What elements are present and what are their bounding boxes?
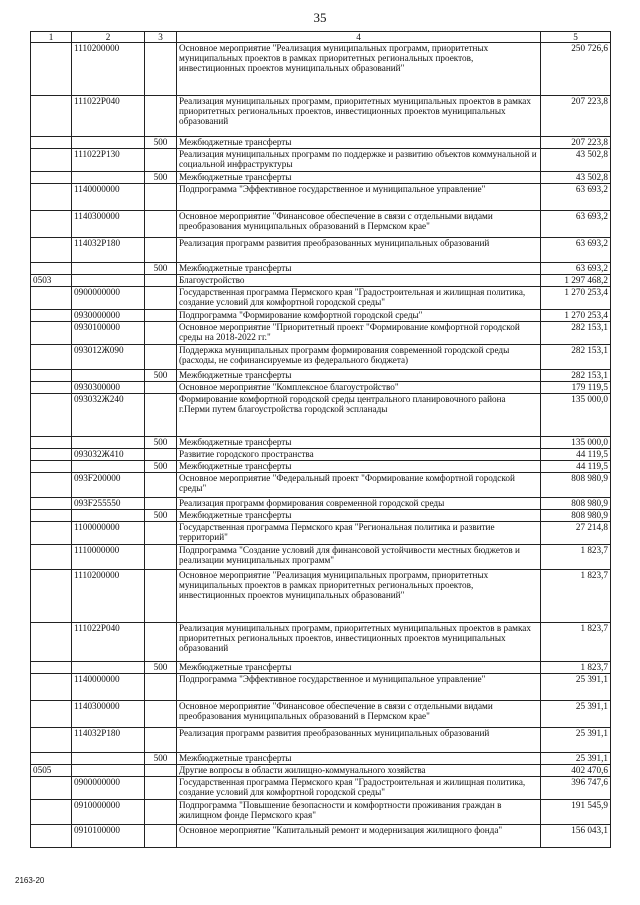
- expense-type-code: 500: [145, 662, 177, 674]
- section-code: [31, 623, 72, 662]
- table-row: [31, 510, 611, 522]
- table-row: [31, 96, 611, 137]
- target-article-code: [72, 172, 145, 184]
- item-name: Реализация муниципальных программ по поддержке и развитию объектов коммунальной и социальной инфраструктуры: [177, 149, 541, 172]
- amount: 179 119,5: [541, 382, 611, 394]
- amount: 63 693,2: [541, 184, 611, 211]
- amount: 396 747,6: [541, 777, 611, 800]
- table-row: [31, 310, 611, 322]
- amount: 43 502,8: [541, 149, 611, 172]
- section-code: [31, 382, 72, 394]
- target-article-code: 114032Р180: [72, 238, 145, 263]
- header-col-2: 2: [72, 32, 145, 43]
- budget-table: [30, 31, 611, 848]
- table-row: [31, 345, 611, 370]
- table-row: [31, 149, 611, 172]
- expense-type-code: 500: [145, 510, 177, 522]
- amount: 207 223,8: [541, 137, 611, 149]
- section-code: [31, 461, 72, 473]
- item-name: Межбюджетные трансферты: [177, 461, 541, 473]
- item-name: Государственная программа Пермского края "Региональная политика и развитие территорий": [177, 522, 541, 545]
- expense-type-code: [145, 211, 177, 238]
- item-name: Другие вопросы в области жилищно-коммунального хозяйства: [177, 765, 541, 777]
- item-name: Основное мероприятие "Приоритетный проект "Формирование комфортной городской среды на 2018-2022 гг.": [177, 322, 541, 345]
- amount: 1 823,7: [541, 545, 611, 570]
- amount: 808 980,9: [541, 473, 611, 498]
- amount: 135 000,0: [541, 437, 611, 449]
- target-article-code: 0930300000: [72, 382, 145, 394]
- table-row: [31, 287, 611, 310]
- expense-type-code: [145, 149, 177, 172]
- document-code: 2163-20: [15, 876, 45, 885]
- expense-type-code: [145, 473, 177, 498]
- target-article-code: 093032Ж240: [72, 394, 145, 437]
- target-article-code: 1100000000: [72, 522, 145, 545]
- table-body: [31, 43, 611, 848]
- page-number: 35: [313, 10, 327, 25]
- table-row: [31, 701, 611, 728]
- amount: 43 502,8: [541, 172, 611, 184]
- table-row: [31, 172, 611, 184]
- table-row: [31, 800, 611, 825]
- expense-type-code: [145, 701, 177, 728]
- section-code: [31, 96, 72, 137]
- table-row: [31, 449, 611, 461]
- target-article-code: 0910000000: [72, 800, 145, 825]
- item-name: Межбюджетные трансферты: [177, 437, 541, 449]
- amount: 44 119,5: [541, 449, 611, 461]
- target-article-code: [72, 370, 145, 382]
- section-code: [31, 238, 72, 263]
- section-code: [31, 510, 72, 522]
- amount: 402 470,6: [541, 765, 611, 777]
- amount: 191 545,9: [541, 800, 611, 825]
- table-row: [31, 473, 611, 498]
- header-col-4: 4: [177, 32, 541, 43]
- amount: 1 270 253,4: [541, 310, 611, 322]
- section-code: [31, 211, 72, 238]
- table-row: [31, 765, 611, 777]
- item-name: Подпрограмма "Повышение безопасности и комфортности проживания граждан в жилищном фонде Пермского края": [177, 800, 541, 825]
- item-name: Основное мероприятие "Комплексное благоустройство": [177, 382, 541, 394]
- table-row: [31, 275, 611, 287]
- expense-type-code: [145, 623, 177, 662]
- expense-type-code: 500: [145, 753, 177, 765]
- target-article-code: [72, 765, 145, 777]
- expense-type-code: 500: [145, 137, 177, 149]
- section-code: [31, 674, 72, 701]
- table-row: [31, 382, 611, 394]
- item-name: Межбюджетные трансферты: [177, 172, 541, 184]
- section-code: [31, 287, 72, 310]
- table-row: [31, 184, 611, 211]
- expense-type-code: [145, 545, 177, 570]
- table-row: [31, 728, 611, 753]
- table-row: [31, 522, 611, 545]
- expense-type-code: 500: [145, 172, 177, 184]
- target-article-code: [72, 510, 145, 522]
- target-article-code: 093012Ж090: [72, 345, 145, 370]
- table-header-row: [31, 32, 611, 43]
- target-article-code: 093F200000: [72, 473, 145, 498]
- amount: 207 223,8: [541, 96, 611, 137]
- expense-type-code: [145, 287, 177, 310]
- expense-type-code: [145, 184, 177, 211]
- expense-type-code: [145, 238, 177, 263]
- target-article-code: 0910100000: [72, 825, 145, 848]
- amount: 1 823,7: [541, 570, 611, 623]
- expense-type-code: [145, 728, 177, 753]
- amount: 282 153,1: [541, 345, 611, 370]
- amount: 808 980,9: [541, 510, 611, 522]
- target-article-code: 0900000000: [72, 777, 145, 800]
- table-row: [31, 570, 611, 623]
- target-article-code: 0930100000: [72, 322, 145, 345]
- expense-type-code: [145, 394, 177, 437]
- expense-type-code: [145, 345, 177, 370]
- section-code: 0505: [31, 765, 72, 777]
- item-name: Реализация программ развития преобразованных муниципальных образований: [177, 238, 541, 263]
- amount: 25 391,1: [541, 753, 611, 765]
- header-col-5: 5: [541, 32, 611, 43]
- item-name: Развитие городского пространства: [177, 449, 541, 461]
- table-row: [31, 825, 611, 848]
- section-code: [31, 701, 72, 728]
- amount: 135 000,0: [541, 394, 611, 437]
- section-code: [31, 172, 72, 184]
- target-article-code: 111022Р130: [72, 149, 145, 172]
- section-code: [31, 570, 72, 623]
- table-row: [31, 777, 611, 800]
- expense-type-code: [145, 570, 177, 623]
- item-name: Подпрограмма "Эффективное государственное и муниципальное управление": [177, 674, 541, 701]
- target-article-code: 093F255550: [72, 498, 145, 510]
- item-name: Основное мероприятие "Реализация муниципальных программ, приоритетных муниципальных проектов в рамках приоритетных региональных проектов, инвестиционных проектов муниципальных образований": [177, 570, 541, 623]
- table-row: [31, 137, 611, 149]
- table-row: [31, 545, 611, 570]
- target-article-code: 1110000000: [72, 545, 145, 570]
- table-row: [31, 461, 611, 473]
- table-row: [31, 370, 611, 382]
- amount: 156 043,1: [541, 825, 611, 848]
- item-name: Подпрограмма "Создание условий для финансовой устойчивости местных бюджетов и реализации муниципальных программ": [177, 545, 541, 570]
- section-code: [31, 43, 72, 96]
- item-name: Основное мероприятие "Финансовое обеспечение в связи с отдельными видами преобразования муниципальных образований в Пермском крае": [177, 211, 541, 238]
- target-article-code: 111022Р040: [72, 623, 145, 662]
- item-name: Основное мероприятие "Федеральный проект "Формирование комфортной городской среды": [177, 473, 541, 498]
- section-code: [31, 825, 72, 848]
- item-name: Реализация муниципальных программ, приоритетных муниципальных проектов в рамках приоритетных региональных проектов, инвестиционных проектов муниципальных образований: [177, 96, 541, 137]
- section-code: [31, 345, 72, 370]
- target-article-code: 1110200000: [72, 43, 145, 96]
- section-code: [31, 449, 72, 461]
- target-article-code: 093032Ж410: [72, 449, 145, 461]
- target-article-code: [72, 275, 145, 287]
- table-row: [31, 674, 611, 701]
- section-code: [31, 473, 72, 498]
- expense-type-code: 500: [145, 370, 177, 382]
- item-name: Реализация муниципальных программ, приоритетных муниципальных проектов в рамках приоритетных региональных проектов, инвестиционных проектов муниципальных образований: [177, 623, 541, 662]
- item-name: Основное мероприятие "Реализация муниципальных программ, приоритетных муниципальных проектов в рамках приоритетных региональных проектов, инвестиционных проектов муниципальных образований": [177, 43, 541, 96]
- target-article-code: 0930000000: [72, 310, 145, 322]
- section-code: [31, 322, 72, 345]
- item-name: Основное мероприятие "Финансовое обеспечение в связи с отдельными видами преобразования муниципальных образований в Пермском крае": [177, 701, 541, 728]
- table-row: [31, 662, 611, 674]
- target-article-code: 1140300000: [72, 211, 145, 238]
- item-name: Межбюджетные трансферты: [177, 662, 541, 674]
- item-name: Межбюджетные трансферты: [177, 370, 541, 382]
- expense-type-code: [145, 322, 177, 345]
- expense-type-code: [145, 43, 177, 96]
- amount: 27 214,8: [541, 522, 611, 545]
- section-code: [31, 149, 72, 172]
- item-name: Государственная программа Пермского края "Градостроительная и жилищная политика, создание условий для комфортной городской среды": [177, 777, 541, 800]
- amount: 808 980,9: [541, 498, 611, 510]
- expense-type-code: [145, 800, 177, 825]
- section-code: [31, 522, 72, 545]
- section-code: [31, 263, 72, 275]
- amount: 282 153,1: [541, 370, 611, 382]
- target-article-code: [72, 137, 145, 149]
- amount: 63 693,2: [541, 211, 611, 238]
- target-article-code: 1110200000: [72, 570, 145, 623]
- section-code: [31, 184, 72, 211]
- table-row: [31, 322, 611, 345]
- amount: 1 823,7: [541, 623, 611, 662]
- target-article-code: [72, 662, 145, 674]
- section-code: [31, 310, 72, 322]
- table-row: [31, 498, 611, 510]
- amount: 1 297 468,2: [541, 275, 611, 287]
- section-code: 0503: [31, 275, 72, 287]
- target-article-code: [72, 461, 145, 473]
- item-name: Межбюджетные трансферты: [177, 753, 541, 765]
- amount: 25 391,1: [541, 674, 611, 701]
- amount: 63 693,2: [541, 238, 611, 263]
- item-name: Межбюджетные трансферты: [177, 510, 541, 522]
- table-row: [31, 211, 611, 238]
- expense-type-code: [145, 674, 177, 701]
- section-code: [31, 662, 72, 674]
- expense-type-code: [145, 777, 177, 800]
- header-col-1: 1: [31, 32, 72, 43]
- table-row: [31, 238, 611, 263]
- table-row: [31, 43, 611, 96]
- section-code: [31, 777, 72, 800]
- item-name: Подпрограмма "Формирование комфортной городской среды": [177, 310, 541, 322]
- expense-type-code: [145, 498, 177, 510]
- expense-type-code: [145, 825, 177, 848]
- expense-type-code: 500: [145, 461, 177, 473]
- table-row: [31, 263, 611, 275]
- item-name: Межбюджетные трансферты: [177, 137, 541, 149]
- item-name: Подпрограмма "Эффективное государственное и муниципальное управление": [177, 184, 541, 211]
- expense-type-code: [145, 765, 177, 777]
- target-article-code: 1140000000: [72, 674, 145, 701]
- amount: 44 119,5: [541, 461, 611, 473]
- amount: 1 270 253,4: [541, 287, 611, 310]
- table-row: [31, 437, 611, 449]
- item-name: Основное мероприятие "Капитальный ремонт и модернизация жилищного фонда": [177, 825, 541, 848]
- section-code: [31, 394, 72, 437]
- target-article-code: 0900000000: [72, 287, 145, 310]
- section-code: [31, 437, 72, 449]
- amount: 250 726,6: [541, 43, 611, 96]
- expense-type-code: 500: [145, 437, 177, 449]
- section-code: [31, 800, 72, 825]
- table-row: [31, 394, 611, 437]
- item-name: Межбюджетные трансферты: [177, 263, 541, 275]
- item-name: Реализация программ формирования современной городской среды: [177, 498, 541, 510]
- target-article-code: 1140300000: [72, 701, 145, 728]
- amount: 25 391,1: [541, 728, 611, 753]
- item-name: Поддержка муниципальных программ формирования современной городской среды (расходы, не софинансируемые из федерального бюджета): [177, 345, 541, 370]
- item-name: Реализация программ развития преобразованных муниципальных образований: [177, 728, 541, 753]
- table-row: [31, 623, 611, 662]
- section-code: [31, 137, 72, 149]
- expense-type-code: [145, 449, 177, 461]
- target-article-code: 111022Р040: [72, 96, 145, 137]
- item-name: Благоустройство: [177, 275, 541, 287]
- amount: 63 693,2: [541, 263, 611, 275]
- expense-type-code: [145, 310, 177, 322]
- amount: 1 823,7: [541, 662, 611, 674]
- expense-type-code: [145, 382, 177, 394]
- item-name: Государственная программа Пермского края "Градостроительная и жилищная политика, создание условий для комфортной городской среды": [177, 287, 541, 310]
- section-code: [31, 370, 72, 382]
- section-code: [31, 498, 72, 510]
- target-article-code: 1140000000: [72, 184, 145, 211]
- amount: 282 153,1: [541, 322, 611, 345]
- target-article-code: [72, 437, 145, 449]
- item-name: Формирование комфортной городской среды центрального планировочного района г.Перми путем благоустройства городской эспланады: [177, 394, 541, 437]
- section-code: [31, 728, 72, 753]
- target-article-code: 114032Р180: [72, 728, 145, 753]
- section-code: [31, 545, 72, 570]
- expense-type-code: 500: [145, 263, 177, 275]
- table-row: [31, 753, 611, 765]
- expense-type-code: [145, 522, 177, 545]
- expense-type-code: [145, 275, 177, 287]
- target-article-code: [72, 263, 145, 275]
- section-code: [31, 753, 72, 765]
- target-article-code: [72, 753, 145, 765]
- expense-type-code: [145, 96, 177, 137]
- amount: 25 391,1: [541, 701, 611, 728]
- header-col-3: 3: [145, 32, 177, 43]
